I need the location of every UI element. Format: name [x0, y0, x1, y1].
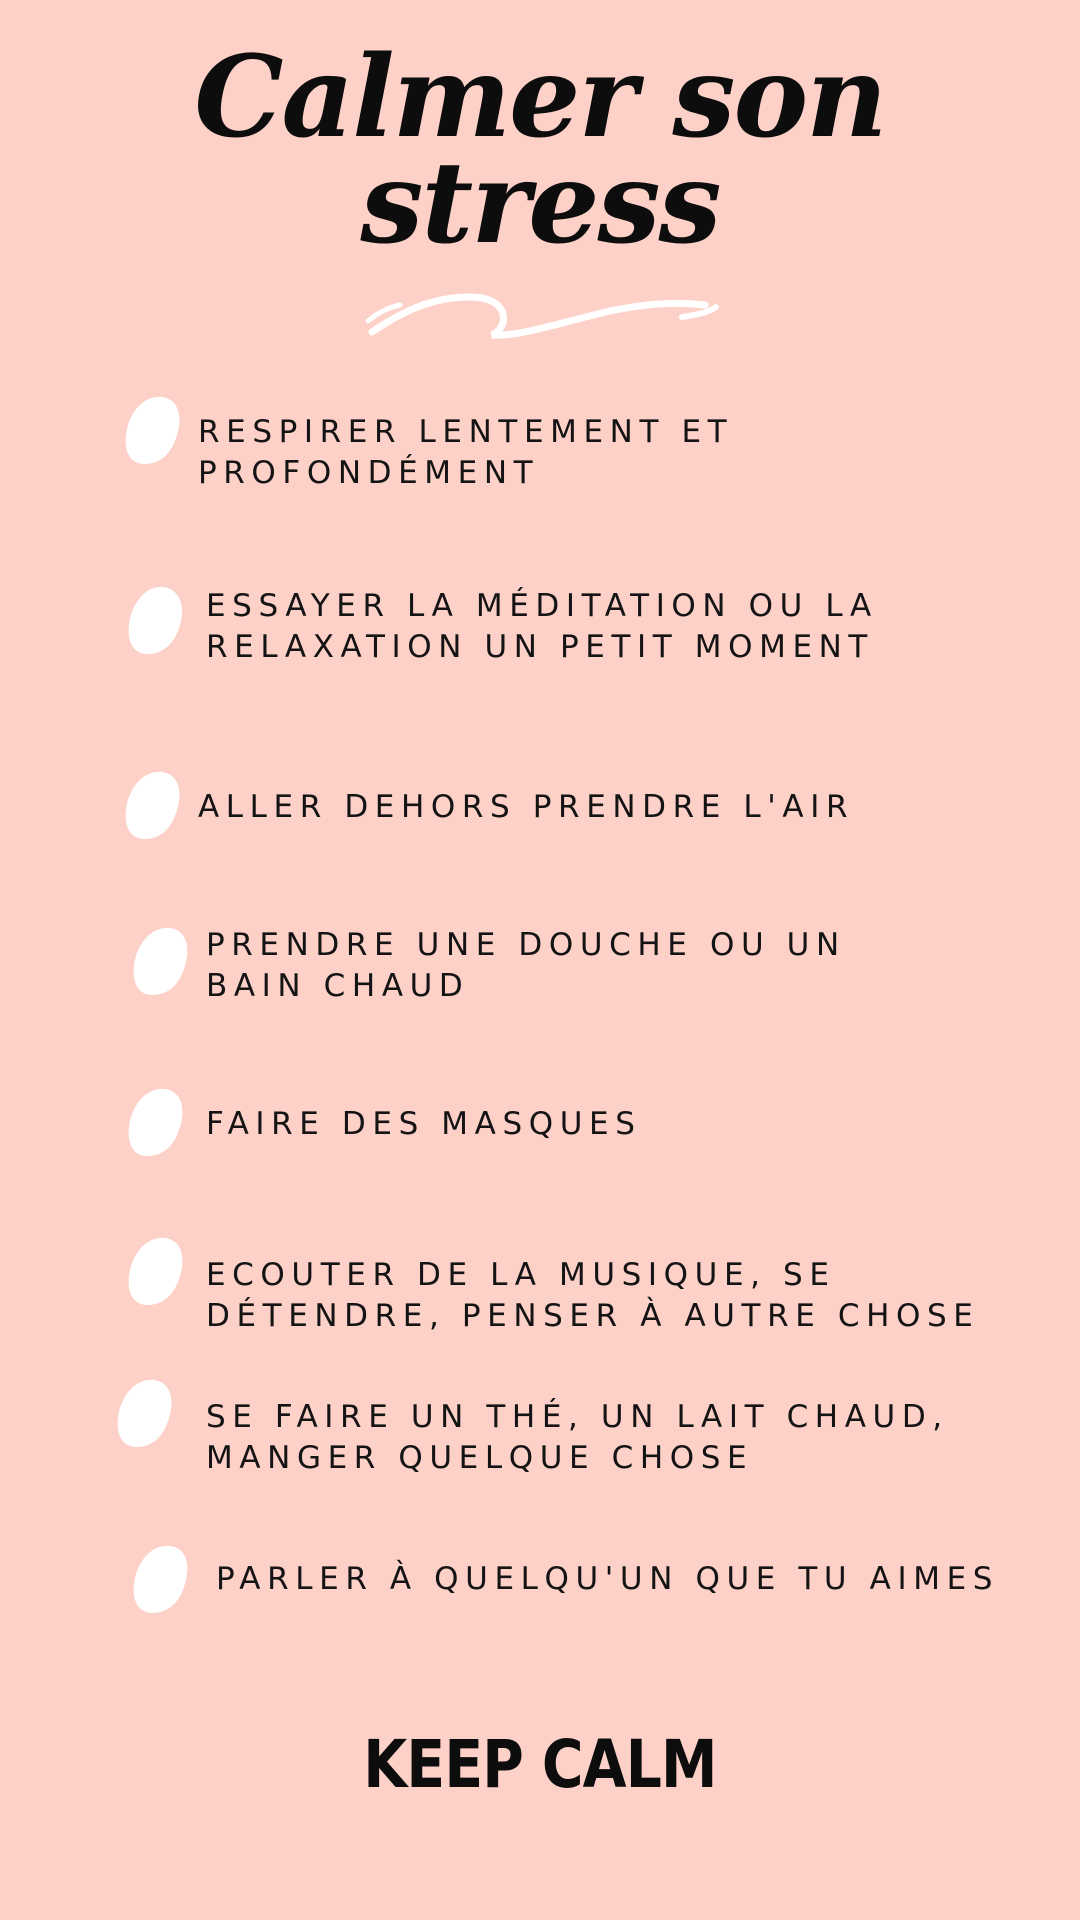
list-item-6-line-2: DÉTENDRE, PENSER À AUTRE CHOSE — [206, 1298, 980, 1334]
list-item-1-line-2: PROFONDÉMENT — [198, 455, 540, 491]
list-item-3 — [198, 787, 854, 828]
paint-dab-icon — [127, 1085, 185, 1159]
list-item-4-line-2: BAIN CHAUD — [206, 968, 470, 1004]
list-item-6-line-1: ECOUTER DE LA MUSIQUE, SE — [206, 1257, 836, 1293]
list-item-1-line-1: RESPIRER LENTEMENT ET — [198, 414, 734, 450]
paint-dab-icon — [124, 393, 182, 467]
paint-dab-icon — [127, 583, 185, 657]
list-item-4-line-1: PRENDRE UNE DOUCHE OU UN — [206, 927, 846, 963]
list-item-5-line-1: FAIRE DES MASQUES — [206, 1106, 642, 1142]
title-line-2: stress — [360, 138, 720, 269]
squiggle-divider-icon — [360, 285, 730, 355]
list-item-5 — [206, 1104, 642, 1145]
list-item-6 — [206, 1255, 980, 1337]
list-item-8 — [216, 1559, 999, 1600]
list-item-2-line-1: ESSAYER LA MÉDITATION OU LA — [206, 588, 878, 624]
list-item-8-line-1: PARLER À QUELQU'UN QUE TU AIMES — [216, 1561, 1000, 1597]
list-item-1 — [198, 412, 733, 494]
list-item-2-line-2: RELAXATION UN PETIT MOMENT — [206, 629, 874, 665]
paint-dab-icon — [132, 924, 190, 998]
paint-dab-icon — [132, 1542, 190, 1616]
list-item-7 — [206, 1397, 949, 1479]
paint-dab-icon — [116, 1376, 174, 1450]
list-item-7-line-2: MANGER QUELQUE CHOSE — [206, 1440, 754, 1476]
list-item-7-line-1: SE FAIRE UN THÉ, UN LAIT CHAUD, — [206, 1399, 949, 1435]
paint-dab-icon — [127, 1234, 185, 1308]
paint-dab-icon — [124, 768, 182, 842]
list-item-3-line-1: ALLER DEHORS PRENDRE L'AIR — [198, 789, 855, 825]
list-item-4 — [206, 925, 846, 1007]
list-item-2 — [206, 586, 878, 668]
title-line-1: Calmer son — [194, 32, 886, 163]
keep-calm-footer: KEEP CALM — [363, 1726, 717, 1803]
